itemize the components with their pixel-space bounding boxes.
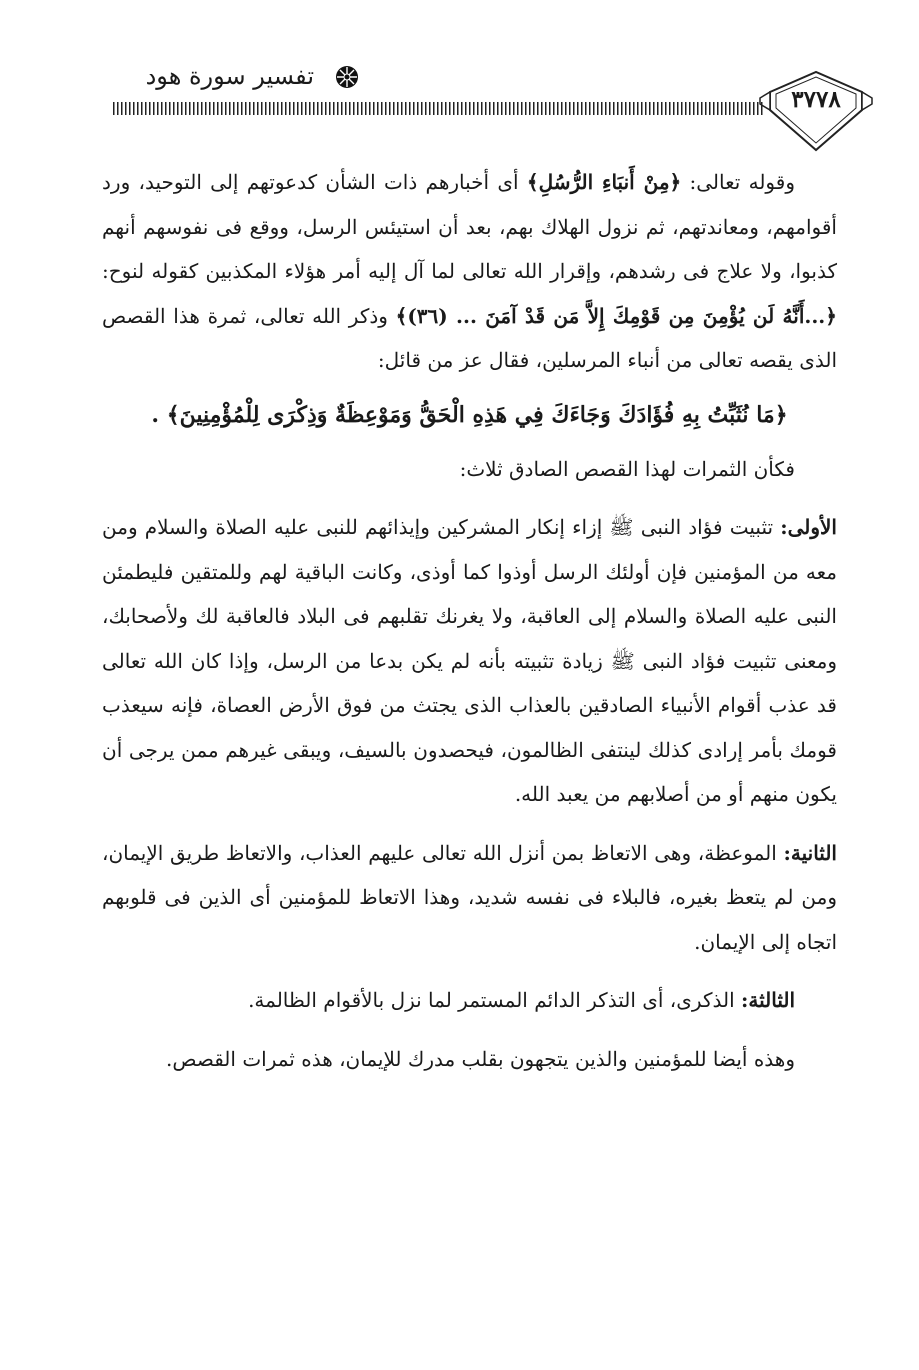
paragraph-second-fruit-text: الموعظة، وهى الاتعاظ بمن أنزل الله تعالى عليهم العذاب، والاتعاظ طريق الإيمان، ومن لم يتعظ بغيره، فالبلاء فى نفسه شديد، وهذا الاتعاظ للمؤمنين أى الذين فى قلوبهم اتجاه إلى الإيمان. [102,840,837,954]
page-header [0,0,919,160]
paragraph-1-text-a: أى أخبارهم ذات الشأن كدعوتهم إلى التوحيد، ورد أقوامهم، ومعاندتهم، ثم نزول الهلاك بهم، بعد أن استيئس الرسل، ووقع فى نفوسهم أنهم كذبوا، ولا علاج فى رشدهم، وإقرار الله تعالى لما آل إليه أمر هؤلاء المكذبين كقوله لنوح: [102,170,837,283]
quran-quote-anbaa: ﴿مِنْ أَنبَاءِ الرُّسُلِ﴾ [526,170,682,194]
label-third: الثالثة: [740,988,795,1012]
running-title: تفسير سورة هود [145,62,314,90]
paragraph-third-fruit-text: الذكرى، أى التذكر الدائم المستمر لما نزل بالأقوام الظالمة. [248,988,741,1012]
paragraph-first-fruit-text: تثبيت فؤاد النبى ﷺ إزاء إنكار المشركين وإيذائهم للنبى عليه الصلاة والسلام ومن معه من المؤمنين فإن أولئك الرسل أوذوا كما أوذى، وكانت الباقية لهم وللمتقين فليطمئن النبى عليه الصلاة والسلام إلى العاقبة، ولا يغرنك تقلبهم فى البلاد فالعاقبة لك ولأصحابك، ومعنى تثبيت فؤاد النبى ﷺ زيادة تثبيته بأنه لم يكن بدعا من الرسل، وإذا كان الله تعالى قد عذب أقوام الأنبياء الصادقين بالعذاب الذى يجتث من فوق الأرض العصاة، فإنه سيعذب قومك بأمر إرادى كذلك لينتفى الظالمون، فيحصدون بالسيف، ويبقى غيرهم ممن يرجى أن يكون منهم أو من أصلابهم من يعبد الله. [102,515,837,806]
header-rule [113,98,763,122]
paragraph-third-fruit [102,978,837,1023]
paragraph-1-lead: وقوله تعالى: [681,170,795,194]
label-first: الأولى: [780,515,837,539]
quran-quote-nuh: ﴿...أَنَّهُ لَن يُؤْمِنَ مِن قَوْمِكَ إِلاَّ مَن قَدْ آمَنَ ... (٣٦)﴾ [395,303,837,328]
paragraph-second-fruit [102,831,837,965]
page-number: ٣٧٧٨ [791,86,841,113]
paragraph-2: فكأن الثمرات لهذا القصص الصادق ثلاث: [459,456,795,481]
flower-ornament-icon [334,64,360,90]
paragraph-conclusion: وهذه أيضا للمؤمنين والذين يتجهون بقلب مدرك للإيمان، هذه ثمرات القصص. [165,1046,795,1071]
page-body [102,160,837,1081]
main-verse: ﴿مَا نُثَبِّتُ بِهِ فُؤَادَكَ وَجَاءَكَ فِي هَذِهِ الْحَقُّ وَمَوْعِظَةٌ وَذِكْرَى لِلْمُؤْمِنِينَ﴾ . [151,401,788,428]
label-second: الثانية: [783,840,837,865]
paragraph-first-fruit [102,505,837,817]
paragraph-1-text-b: وذكر الله تعالى، ثمرة هذا القصص الذى يقصه تعالى من أنباء المرسلين، فقال عز من قائل: [102,303,837,372]
paragraph-1 [102,160,837,383]
